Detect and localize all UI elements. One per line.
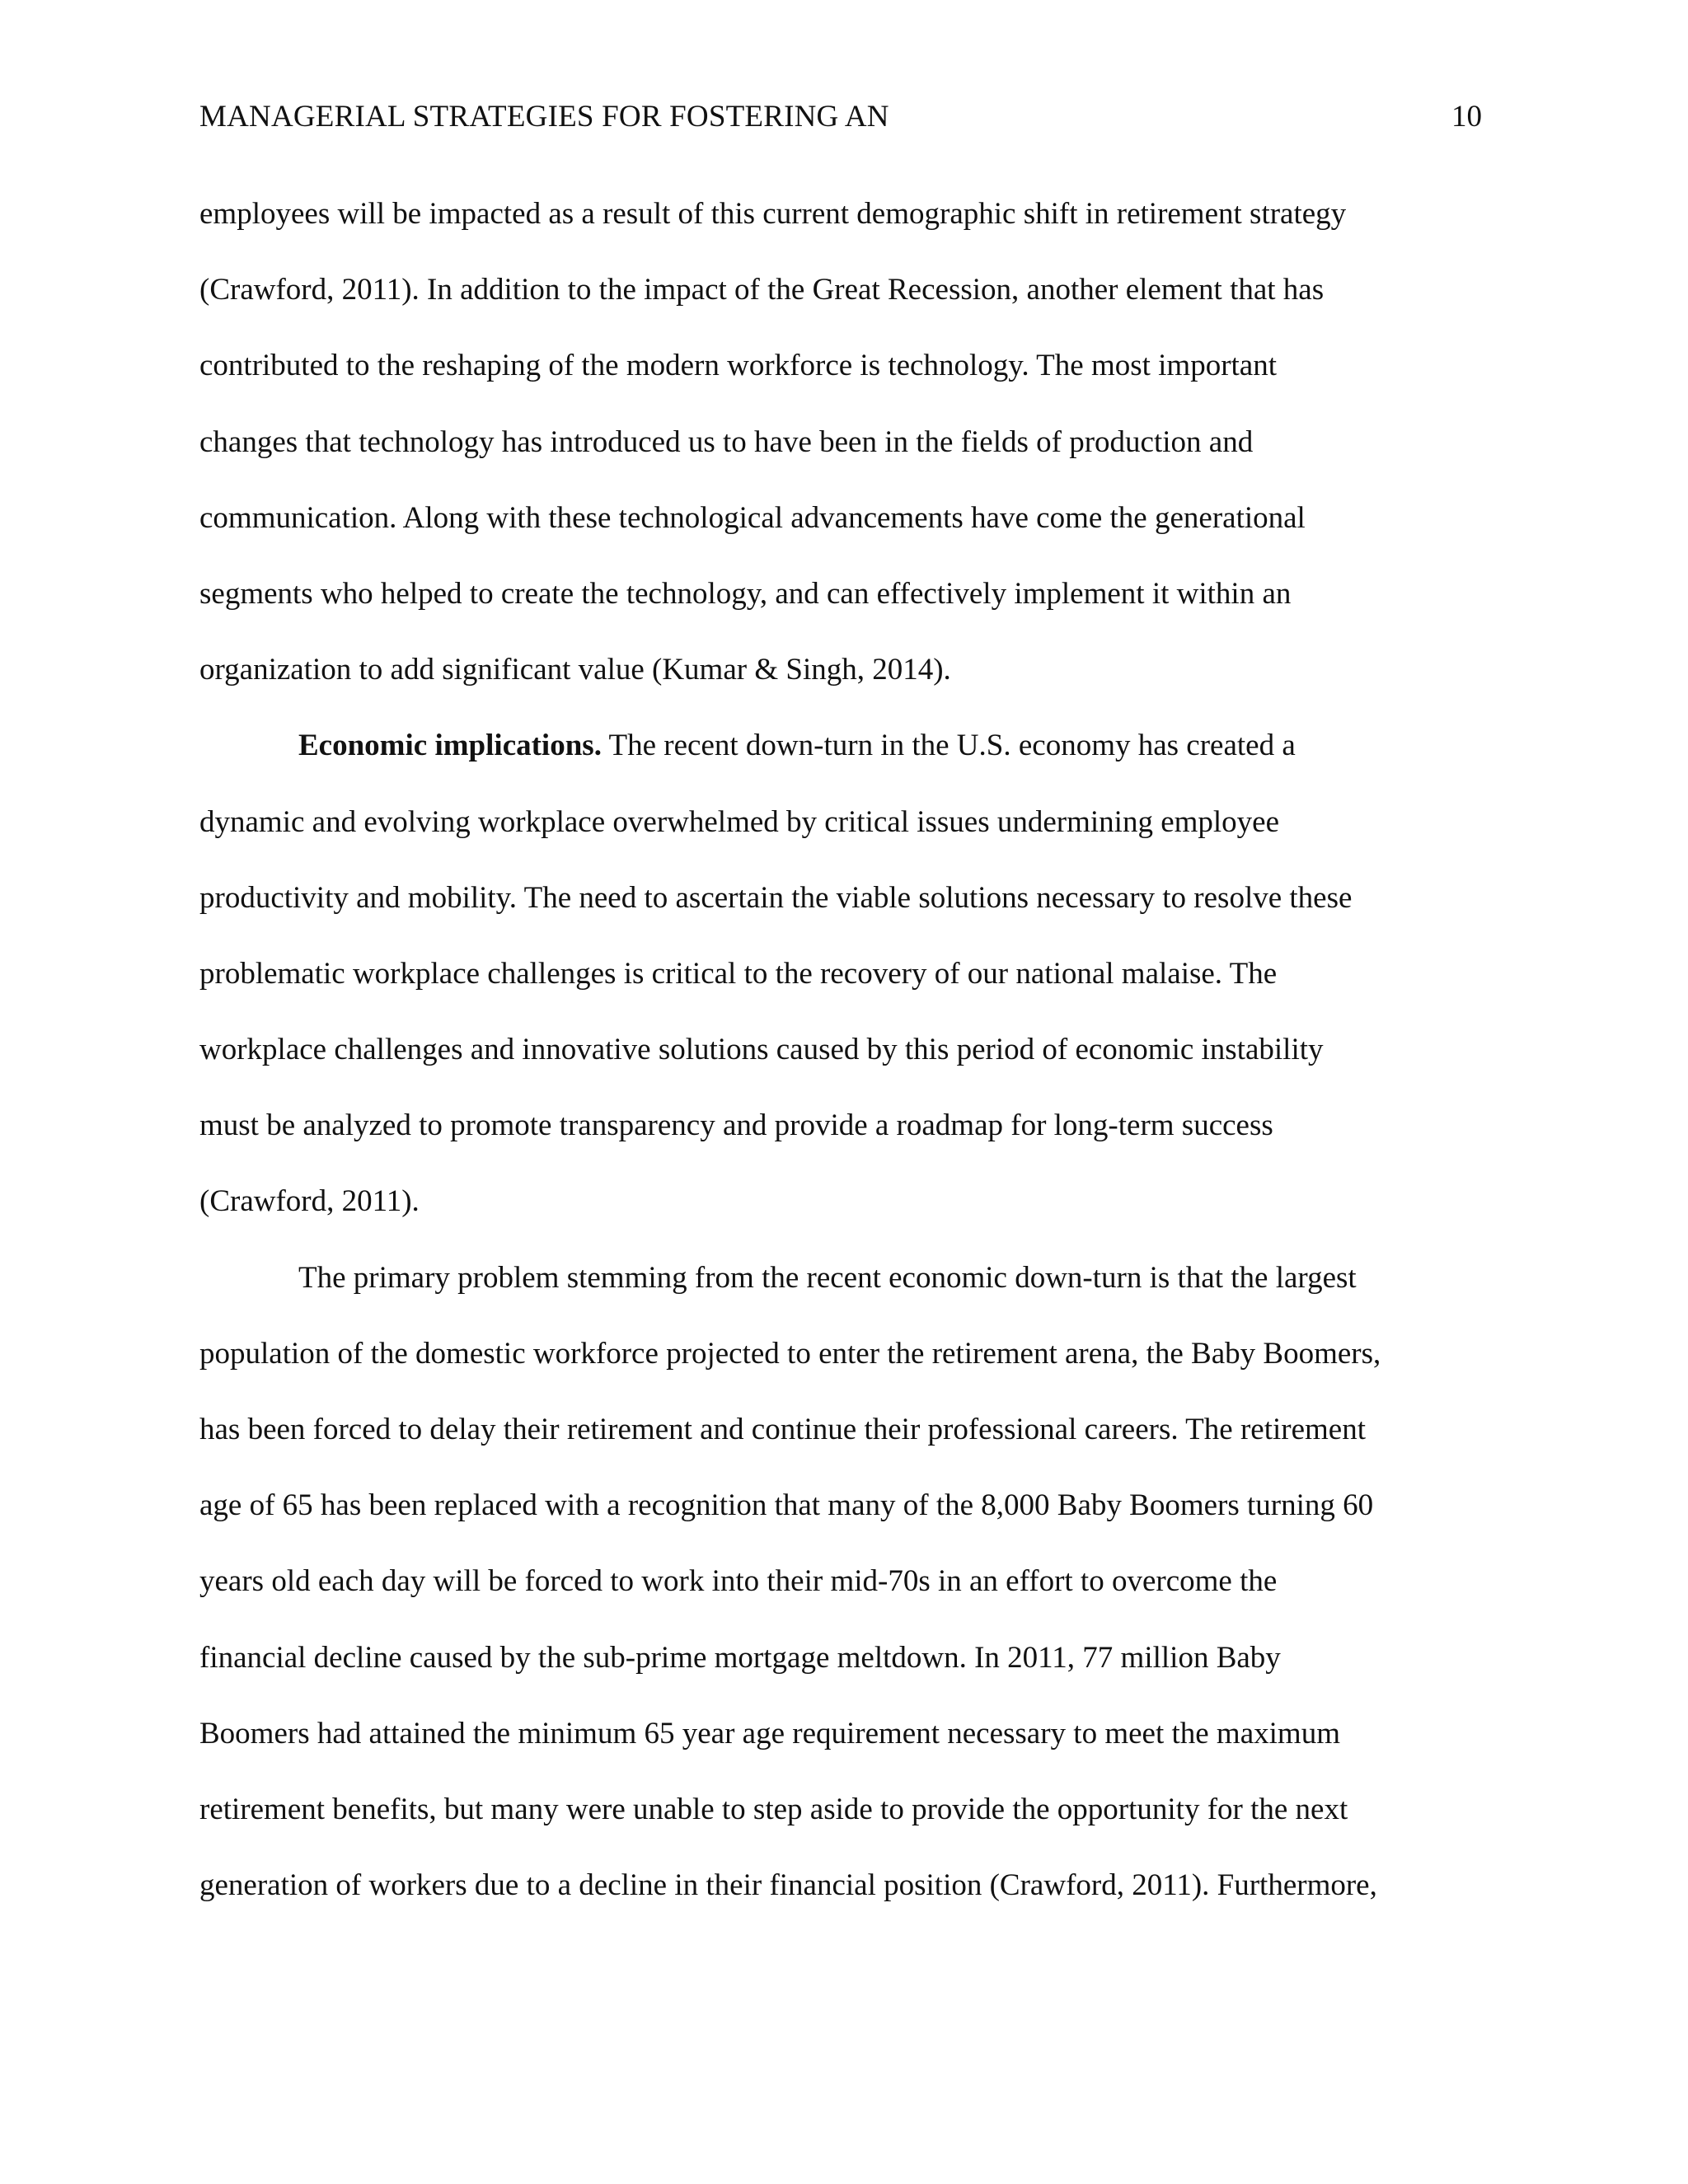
- text-line: changes that technology has introduced us to have been in the fields of production and: [199, 424, 1254, 459]
- text-line: must be analyzed to promote transparency and provide a roadmap for long-term success: [199, 1108, 1273, 1143]
- text-line: workplace challenges and innovative solutions caused by this period of economic instability: [199, 1033, 1324, 1067]
- text-line: generation of workers due to a decline in their financial position (Crawford, 2011). Furthermore,: [199, 1868, 1377, 1903]
- text-line: (Crawford, 2011). In addition to the impact of the Great Recession, another element that has: [199, 273, 1325, 307]
- heading-line: [199, 723, 1493, 799]
- paragraph-first-line: The primary problem stemming from the recent economic down-turn is that the largest: [298, 1260, 1357, 1295]
- text-line: retirement benefits, but many were unable to step aside to provide the opportunity for the next: [199, 1792, 1348, 1826]
- heading-line-text: The recent down-turn in the U.S. economy has created a: [601, 729, 1296, 763]
- text-line: productivity and mobility. The need to ascertain the viable solutions necessary to resolve these: [199, 880, 1353, 915]
- text-line: communication. Along with these technological advancements have come the generational: [199, 500, 1306, 535]
- text-line: contributed to the reshaping of the modern workforce is technology. The most important: [199, 349, 1278, 383]
- text-line: population of the domestic workforce projected to enter the retirement arena, the Baby Boomers,: [199, 1336, 1381, 1371]
- text-line: age of 65 has been replaced with a recognition that many of the 8,000 Baby Boomers turning 60: [199, 1488, 1374, 1523]
- text-line: financial decline caused by the sub-prime mortgage meltdown. In 2011, 77 million Baby: [199, 1640, 1281, 1675]
- text-line: segments who helped to create the technology, and can effectively implement it within an: [199, 576, 1292, 611]
- text-line: employees will be impacted as a result of this current demographic shift in retirement strategy: [199, 197, 1347, 231]
- section-heading: Economic implications.: [298, 729, 602, 763]
- text-line: dynamic and evolving workplace overwhelmed by critical issues undermining employee: [199, 804, 1280, 839]
- text-line: Boomers had attained the minimum 65 year age requirement necessary to meet the maximum: [199, 1716, 1340, 1750]
- text-line: years old each day will be forced to work into their mid-70s in an effort to overcome the: [199, 1564, 1278, 1599]
- text-line: organization to add significant value (Kumar & Singh, 2014).: [199, 653, 951, 687]
- text-line: has been forced to delay their retirement and continue their professional careers. The retirement: [199, 1413, 1366, 1446]
- page-number: 10: [1451, 100, 1482, 134]
- text-line: (Crawford, 2011).: [199, 1184, 420, 1219]
- body-text: [199, 191, 1493, 1938]
- running-head: MANAGERIAL STRATEGIES FOR FOSTERING AN: [199, 100, 889, 134]
- text-line: problematic workplace challenges is critical to the recovery of our national malaise. The: [199, 956, 1278, 991]
